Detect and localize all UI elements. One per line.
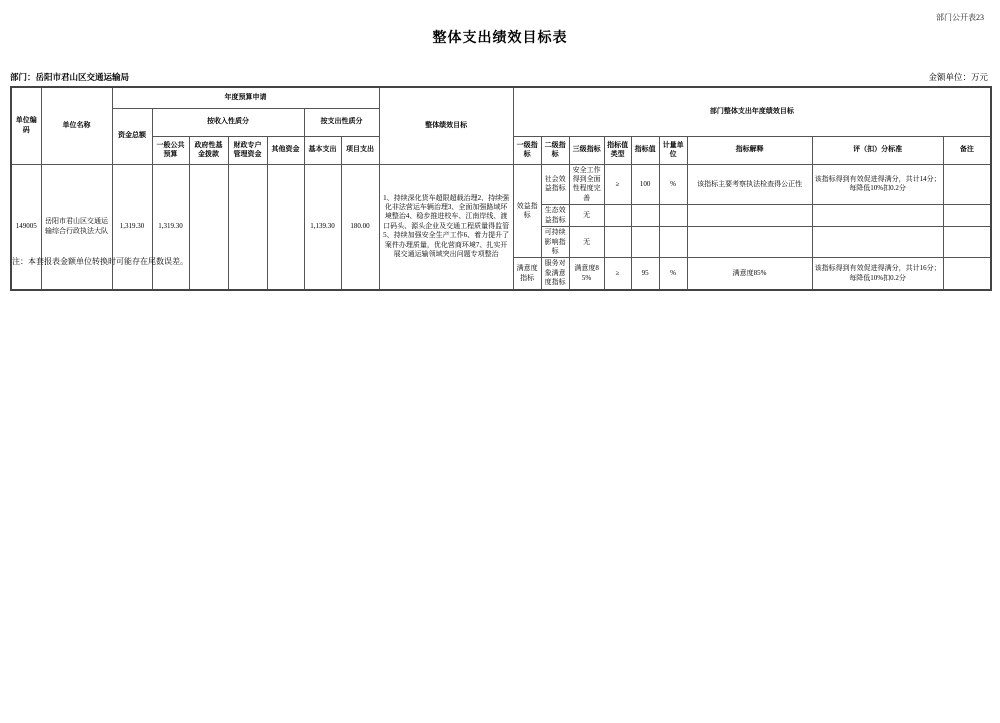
header-dept-annual-target: 部门整体支出年度绩效目标: [513, 87, 991, 136]
cell-level3-indicator: 无: [569, 205, 604, 227]
header-level2-indicator: 二级指标: [541, 136, 569, 164]
cell-project-expenditure: 180.00: [341, 164, 379, 290]
header-annual-budget: 年度预算申请: [112, 87, 379, 108]
cell-level3-indicator: 满意度85%: [569, 258, 604, 290]
cell-scoring-standard: 该指标得到有效促进得满分，共计16分；每降低10%扣0.2分: [812, 258, 943, 290]
header-level3-indicator: 三级指标: [569, 136, 604, 164]
cell-value-type: ≥: [604, 258, 631, 290]
cell-unit-code: 149005: [11, 164, 41, 290]
cell-value: [631, 205, 659, 227]
header-other-funds: 其他资金: [267, 136, 304, 164]
header-gov-fund: 政府性基金拨款: [189, 136, 228, 164]
header-value: 指标值: [631, 136, 659, 164]
cell-level2-indicator: 服务对象满意度指标: [541, 258, 569, 290]
cell-indicator-explain: [687, 205, 812, 227]
cell-level1-satisfaction: 满意度指标: [513, 258, 541, 290]
header-scoring-standard: 评（扣）分标准: [812, 136, 943, 164]
header-by-expenditure: 按支出性质分: [304, 108, 379, 136]
cell-level1-benefit: 效益指标: [513, 164, 541, 258]
cell-value: 100: [631, 164, 659, 205]
cell-measure-unit: %: [659, 258, 687, 290]
cell-remark: [943, 227, 991, 258]
cell-measure-unit: [659, 205, 687, 227]
cell-scoring-standard: 该指标得到有效促进得满分，共计14分；每降低10%扣0.2分: [812, 164, 943, 205]
cell-scoring-standard: [812, 205, 943, 227]
header-remark: 备注: [943, 136, 991, 164]
cell-value-type: [604, 227, 631, 258]
cell-level3-indicator: 无: [569, 227, 604, 258]
header-row-1: [11, 87, 991, 108]
header-project-expenditure: 项目支出: [341, 136, 379, 164]
header-level1-indicator: 一级指标: [513, 136, 541, 164]
cell-general-public-budget: 1,319.30: [152, 164, 189, 290]
amount-unit-label: 金额单位：万元: [928, 72, 988, 82]
cell-total-funds: 1,319.30: [112, 164, 152, 290]
cell-indicator-explain: [687, 227, 812, 258]
cell-measure-unit: [659, 227, 687, 258]
cell-indicator-explain: 该指标主要考察执法检查得公正性: [687, 164, 812, 205]
header-value-type: 指标值类型: [604, 136, 631, 164]
cell-unit-name: 岳阳市君山区交通运输综合行政执法大队: [41, 164, 112, 290]
header-indicator-explain: 指标解释: [687, 136, 812, 164]
cell-gov-fund: [189, 164, 228, 290]
cell-value-type: ≥: [604, 164, 631, 205]
cell-fiscal-account: [228, 164, 267, 290]
meta-row: [10, 71, 988, 83]
cell-basic-expenditure: 1,139.30: [304, 164, 341, 290]
header-unit-name: 单位名称: [41, 87, 112, 164]
footnote: 注：本套报表金额单位转换时可能存在尾数误差。: [12, 257, 188, 266]
cell-remark: [943, 205, 991, 227]
cell-measure-unit: %: [659, 164, 687, 205]
header-measure-unit: 计量单位: [659, 136, 687, 164]
header-fiscal-account: 财政专户管理资金: [228, 136, 267, 164]
cell-other-funds: [267, 164, 304, 290]
cell-remark: [943, 258, 991, 290]
cell-remark: [943, 164, 991, 205]
cell-scoring-standard: [812, 227, 943, 258]
header-by-income: 按收入性质分: [152, 108, 304, 136]
cell-overall-target: 1、持续深化货车超限超载治理2、持续强化非法营运车辆治理3、全面加强路域环境整治4、稳步推进校车、江南岸线、渡口码头、源头企业及交通工程质量得监管5、持续加强安全生产工作6、着力提升了案件办理质量，优化营商环境7、扎实开展交通运输领域突出问题专项整治: [379, 164, 513, 290]
cell-level3-indicator: 安全工作得到全面性程度完善: [569, 164, 604, 205]
table-row: [11, 164, 991, 205]
header-total-funds: 资金总额: [112, 108, 152, 164]
cell-value: [631, 227, 659, 258]
cell-value-type: [604, 205, 631, 227]
cell-level2-indicator: 社会效益指标: [541, 164, 569, 205]
cell-indicator-explain: 满意度85%: [687, 258, 812, 290]
cell-level2-indicator: 生态效益指标: [541, 205, 569, 227]
header-basic-expenditure: 基本支出: [304, 136, 341, 164]
page-title: 整体支出绩效目标表: [432, 31, 568, 46]
header-general-public-budget: 一般公共预算: [152, 136, 189, 164]
cell-value: 95: [631, 258, 659, 290]
cell-level2-indicator: 可持续影响指标: [541, 227, 569, 258]
header-unit-code: 单位编码: [11, 87, 41, 164]
corner-form-label: 部门公开表23: [936, 13, 984, 22]
header-overall-target: 整体绩效目标: [379, 87, 513, 164]
department-label: 部门：岳阳市君山区交通运输局: [10, 72, 130, 82]
